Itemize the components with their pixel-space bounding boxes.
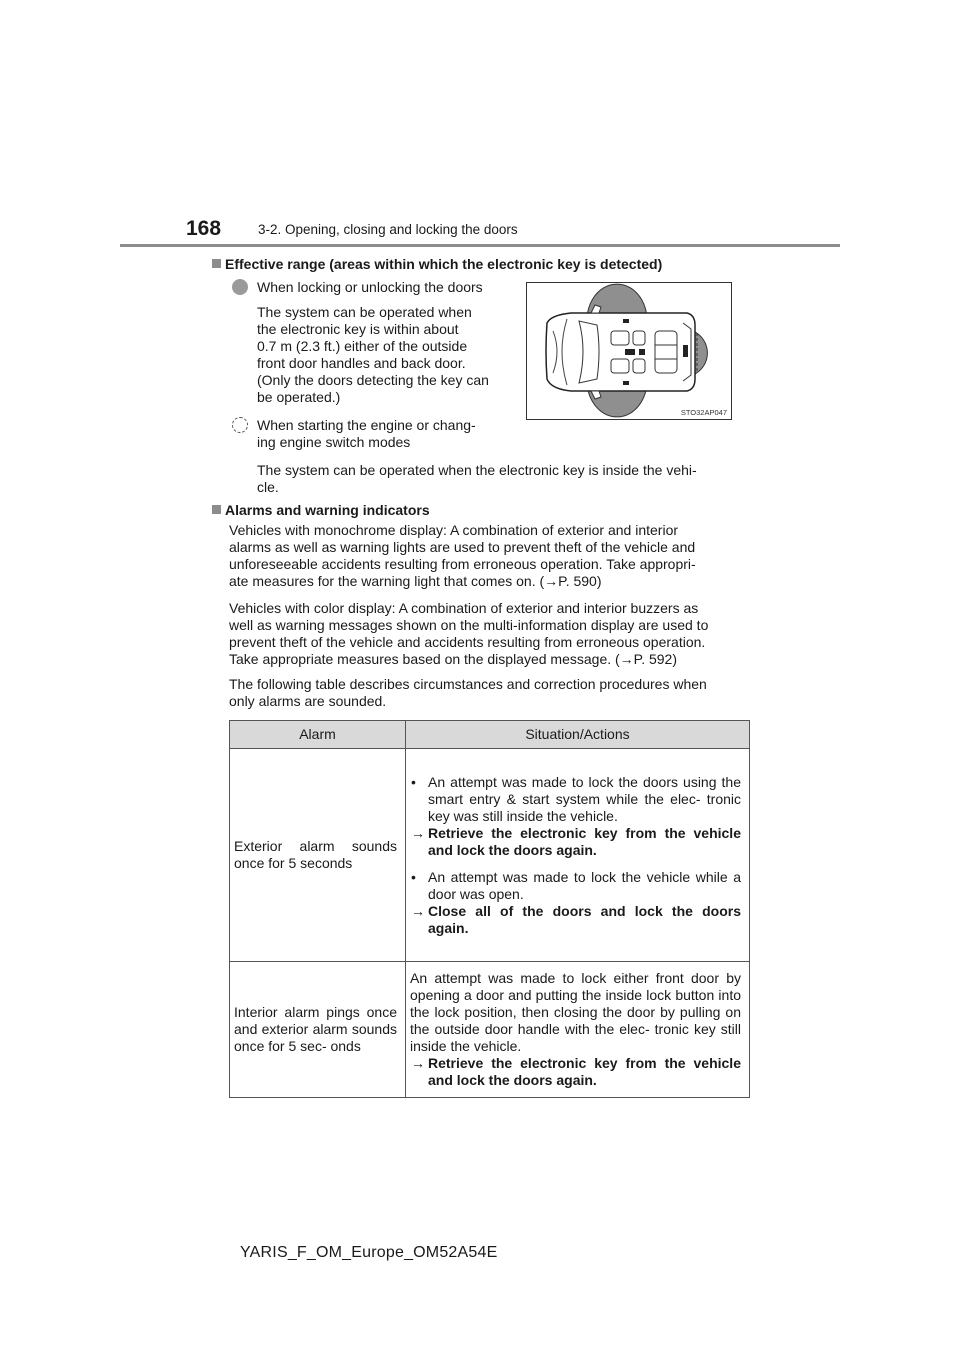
- arrow-icon: →: [411, 824, 425, 841]
- text-line: The system can be operated when the electronic key is inside the vehi-: [257, 462, 697, 478]
- situation-item: [410, 869, 741, 903]
- header-rule: [120, 244, 840, 247]
- action-item: [410, 903, 741, 937]
- dashed-circle-icon: [232, 417, 248, 433]
- arrow-icon: →: [411, 1055, 425, 1071]
- heading-text: Effective range (areas within which the electronic key is detected): [225, 256, 663, 272]
- para-monochrome: [229, 522, 744, 590]
- situation-item: [410, 774, 741, 825]
- text-line: ate measures for the warning light that comes on. (→P. 590): [229, 573, 602, 589]
- car-detection-range-figure: [526, 282, 732, 420]
- alarm-cell: Exterior alarm sounds once for 5 seconds: [230, 749, 406, 962]
- text-line: The following table describes circumstances and correction procedures when: [229, 676, 707, 692]
- text-line: well as warning messages shown on the multi-information display are used to: [229, 617, 709, 633]
- heading-effective-range: [212, 256, 662, 272]
- start-desc: [257, 462, 744, 496]
- dark-circle-icon: [232, 279, 248, 295]
- situation-cell: [406, 962, 750, 1098]
- para-table-intro: [229, 676, 744, 710]
- square-bullet-icon: [212, 259, 221, 268]
- situation-cell: [406, 749, 750, 962]
- heading-text: Alarms and warning indicators: [225, 502, 430, 518]
- situation-text: An attempt was made to lock the doors using the smart entry & start system while the elec- tronic key was still inside the vehicle.: [428, 773, 741, 824]
- text-line: The system can be operated when: [257, 304, 472, 320]
- text-line: unforeseeable accidents resulting from erroneous operation. Take appropri-: [229, 556, 696, 572]
- lock-unlock-label: When locking or unlocking the doors: [257, 279, 483, 295]
- text-line: only alarms are sounded.: [229, 693, 387, 709]
- col-header-situation: Situation/Actions: [406, 721, 750, 749]
- text-line: (Only the doors detecting the key can: [257, 372, 489, 388]
- text-line: Take appropriate measures based on the displayed message. (→P. 592): [229, 651, 678, 667]
- section-title: 3-2. Opening, closing and locking the doors: [258, 222, 518, 237]
- action-text: Close all of the doors and lock the doors again.: [428, 902, 741, 936]
- action-item: [410, 825, 741, 859]
- text-line: Vehicles with monochrome display: A combination of exterior and interior: [229, 522, 679, 538]
- bullet-icon: •: [411, 868, 416, 885]
- alarms-table: [229, 720, 750, 1098]
- situation-text: An attempt was made to lock the vehicle while a door was open.: [428, 868, 741, 902]
- alarm-cell: Interior alarm pings once and exterior alarm sounds once for 5 sec- onds: [230, 962, 406, 1098]
- start-label: [257, 417, 505, 451]
- figure-code: STO32AP047: [680, 408, 727, 417]
- square-bullet-icon: [212, 505, 221, 514]
- heading-alarms: [212, 502, 430, 518]
- document-code-footer: YARIS_F_OM_Europe_OM52A54E: [240, 1244, 498, 1261]
- text-line: 0.7 m (2.3 ft.) either of the outside: [257, 338, 468, 354]
- table-row: [230, 962, 750, 1098]
- situation-text: An attempt was made to lock either front door by opening a door and putting the inside lock button into the lock position, then closing the door by pulling on the outside door handle with the elec- tronic key still inside the vehicle.: [410, 970, 741, 1054]
- action-text: Retrieve the electronic key from the vehicle and lock the doors again.: [428, 1055, 741, 1088]
- action-item: [410, 1055, 741, 1089]
- col-header-alarm: Alarm: [230, 721, 406, 749]
- action-text: Retrieve the electronic key from the vehicle and lock the doors again.: [428, 824, 741, 858]
- text-line: the electronic key is within about: [257, 321, 459, 337]
- para-color: [229, 600, 744, 668]
- text-line: be operated.): [257, 389, 341, 405]
- text-line: alarms as well as warning lights are used to prevent theft of the vehicle and: [229, 539, 696, 555]
- bullet-icon: •: [411, 773, 416, 790]
- car-top-view-illustration: [527, 283, 731, 419]
- text-line: When starting the engine or chang-: [257, 417, 476, 433]
- table-header-row: [230, 721, 750, 749]
- text-line: Vehicles with color display: A combination of exterior and interior buzzers as: [229, 600, 699, 616]
- arrow-icon: →: [411, 902, 425, 919]
- text-line: cle.: [257, 479, 279, 495]
- lock-unlock-desc: [257, 304, 505, 406]
- text-line: ing engine switch modes: [257, 434, 411, 450]
- text-line: front door handles and back door.: [257, 355, 466, 371]
- table-row: [230, 749, 750, 962]
- text-line: prevent theft of the vehicle and accidents resulting from erroneous operation.: [229, 634, 706, 650]
- page-number: 168: [186, 217, 222, 240]
